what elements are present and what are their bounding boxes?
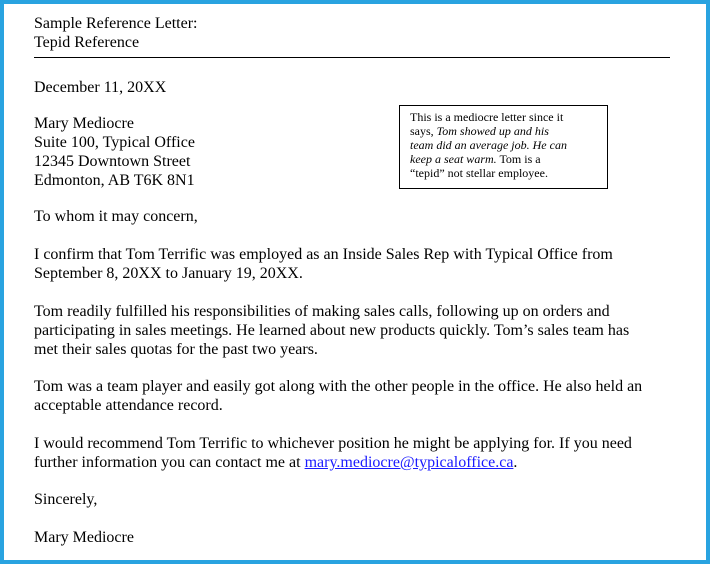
paragraph4-line2 — [34, 453, 632, 472]
closing-text: Sincerely, — [34, 491, 98, 508]
recipient-address-line1: Suite 100, Typical Office — [34, 134, 195, 151]
letter-header — [34, 14, 674, 52]
recipient-name: Mary Mediocre — [34, 115, 134, 132]
email-link[interactable]: mary.mediocre@typicaloffice.ca — [304, 454, 514, 471]
recipient-address — [34, 114, 195, 190]
salutation — [34, 207, 198, 226]
callout-line4-plain: Tom is a — [496, 152, 541, 166]
callout-line2-italic: Tom showed up and his — [436, 124, 549, 138]
paragraph4-line2-period: . — [513, 454, 518, 471]
signature-name: Mary Mediocre — [34, 529, 134, 546]
paragraph-recommendation — [34, 434, 632, 472]
callout-line2-plain: says, — [410, 124, 437, 138]
letter-date — [34, 78, 166, 97]
paragraph1-line1: I confirm that Tom Terrific was employed as an Inside Sales Rep with Typical Office from — [34, 246, 613, 263]
header-title-line1: Sample Reference Letter: — [34, 15, 198, 32]
paragraph3-line2: acceptable attendance record. — [34, 397, 223, 414]
paragraph4-line1: I would recommend Tom Terrific to whichever position he might be applying for. If you need — [34, 435, 632, 452]
callout-line5: “tepid” not stellar employee. — [410, 166, 548, 180]
paragraph-responsibilities — [34, 302, 629, 359]
paragraph2-line3: met their sales quotas for the past two years. — [34, 341, 318, 358]
paragraph3-line1: Tom was a team player and easily got along with the other people in the office. He also held an — [34, 378, 643, 395]
paragraph-teamwork — [34, 377, 642, 415]
signature — [34, 528, 134, 547]
paragraph2-line2: participating in sales meetings. He learned about new products quickly. Tom’s sales team has — [34, 322, 630, 339]
paragraph2-line1: Tom readily fulfilled his responsibilities of making sales calls, following up on orders and — [34, 303, 610, 320]
salutation-text: To whom it may concern, — [34, 208, 198, 225]
paragraph4-line2-text: further information you can contact me at — [34, 454, 305, 471]
annotation-callout-box — [399, 105, 608, 189]
closing — [34, 490, 97, 509]
callout-line3: team did an average job. He can — [410, 138, 567, 152]
date-text: December 11, 20XX — [34, 79, 167, 96]
paragraph-employment — [34, 245, 613, 283]
callout-line2 — [410, 124, 599, 138]
callout-line1: This is a mediocre letter since it — [410, 110, 564, 124]
recipient-address-line3: Edmonton, AB T6K 8N1 — [34, 172, 195, 189]
recipient-address-line2: 12345 Downtown Street — [34, 153, 191, 170]
callout-line4 — [410, 152, 599, 166]
paragraph1-line2: September 8, 20XX to January 19, 20XX. — [34, 265, 303, 282]
callout-line4-italic: keep a seat warm. — [410, 152, 497, 166]
header-title-line2: Tepid Reference — [34, 34, 140, 51]
header-divider — [34, 57, 670, 58]
